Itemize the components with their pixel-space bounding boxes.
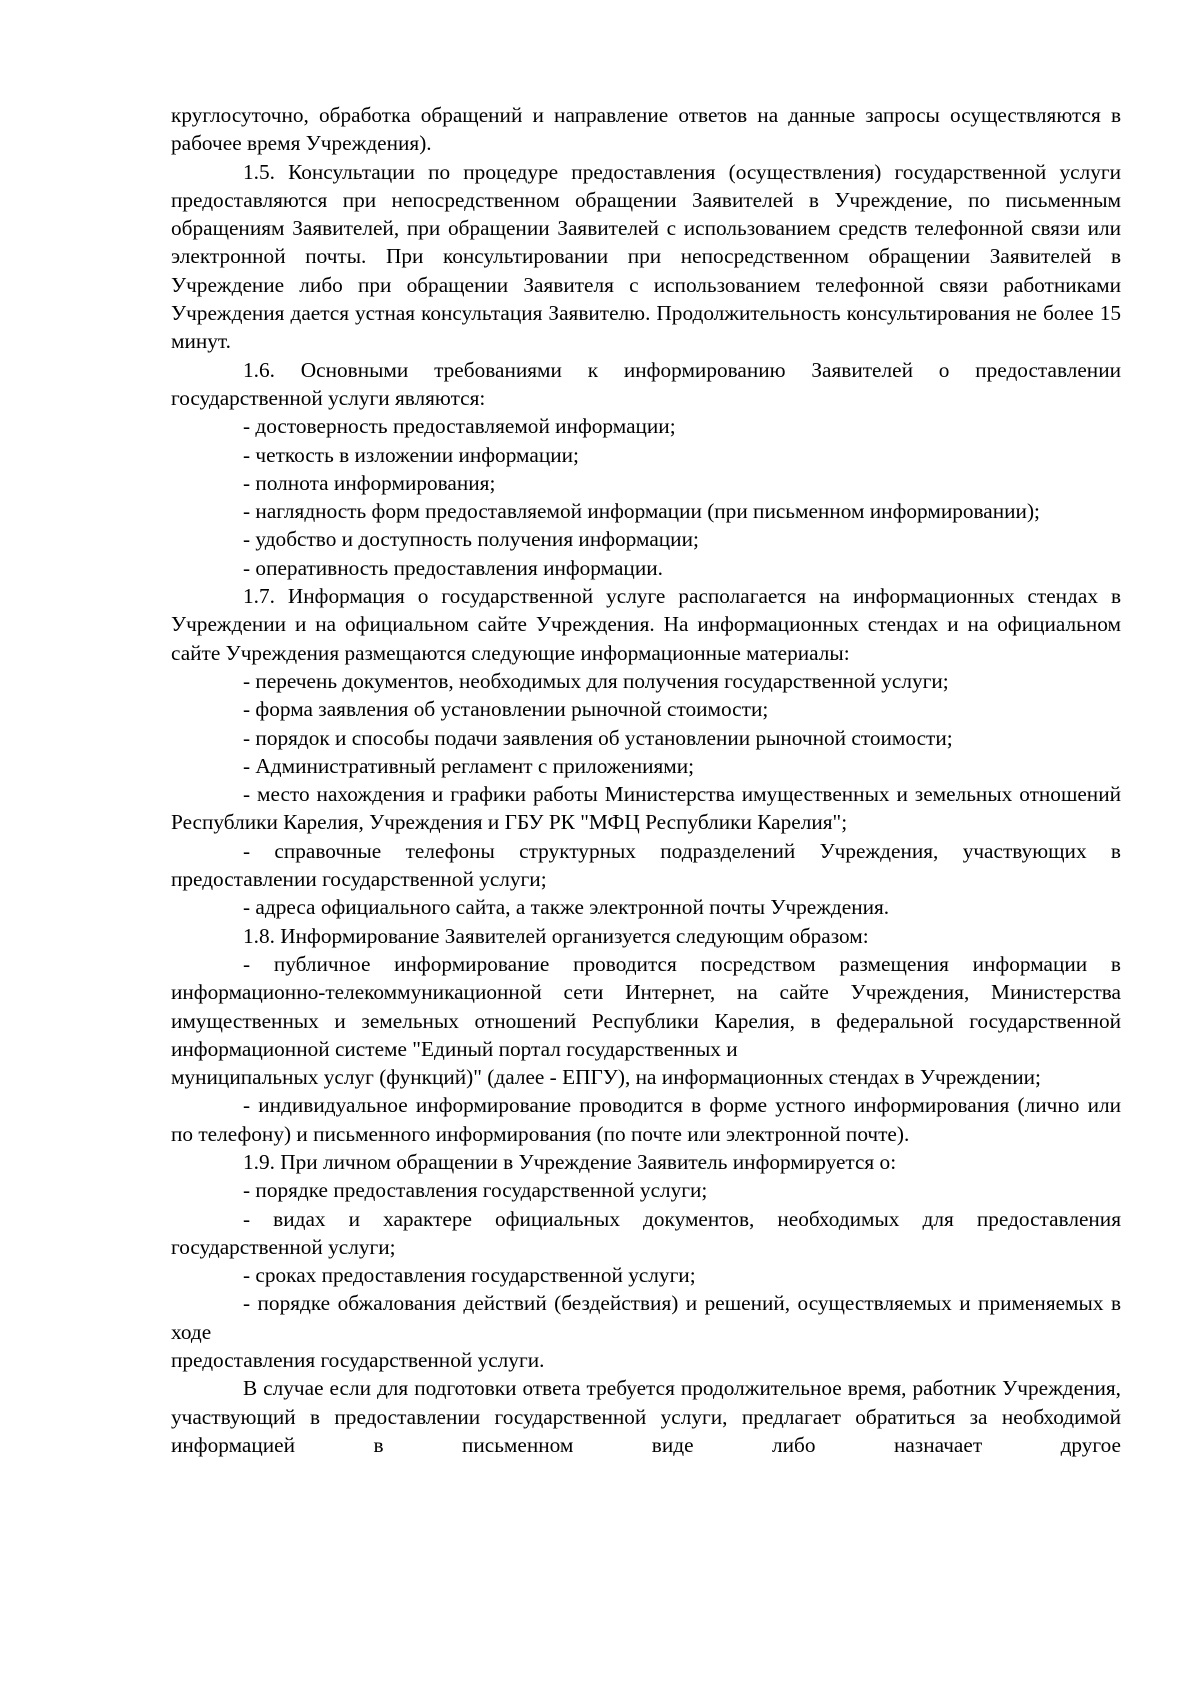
paragraph-1-5: 1.5. Консультации по процедуре предоставления (осуществления) государственной услуги предоставляются при непосредственном обращении Заявителей в Учреждение, по письменным обращениям Заявителей, при обращении Заявителей с использованием средств телефонной связи или электронной почты. При консультировании при непосредственном обращении Заявителей в Учреждение либо при обращении Заявителя с использованием телефонной связи работниками Учреждения дается устная консультация Заявителю. Продолжительность консультирования не более 15 минут.: [171, 159, 1121, 354]
paragraph-1-6: 1.6. Основными требованиями к информированию Заявителей о предоставлении государственной услуги являются:: [171, 357, 1121, 410]
list-item: - адреса официального сайта, а также электронной почты Учреждения.: [243, 895, 890, 920]
paragraph-continuation: круглосуточно, обработка обращений и направление ответов на данные запросы осуществляются в рабочее время Учреждения).: [171, 103, 1121, 156]
list-item: - порядке предоставления государственной услуги;: [243, 1178, 708, 1203]
list-item: - оперативность предоставления информации.: [243, 555, 663, 580]
document-page: [171, 101, 1121, 1459]
list-item: - полнота информирования;: [243, 470, 496, 495]
list-item: - форма заявления об установлении рыночной стоимости;: [243, 697, 769, 722]
list-item: - порядок и способы подачи заявления об установлении рыночной стоимости;: [243, 725, 953, 750]
list-item-continuation: предоставления государственной услуги.: [171, 1348, 545, 1373]
paragraph-closing: В случае если для подготовки ответа требуется продолжительное время, работник Учреждения, участвующий в предоставлении государственной услуги, предлагает обратиться за необходимой информацией в письменном виде либо назначает другое: [171, 1376, 1121, 1457]
list-item: - индивидуальное информирование проводится в форме устного информирования (лично или по телефону) и письменного информирования (по почте или электронной почте).: [171, 1093, 1121, 1146]
list-item: - место нахождения и графики работы Министерства имущественных и земельных отношений Республики Карелия, Учреждения и ГБУ РК "МФЦ Республики Карелия";: [171, 782, 1121, 835]
list-item: - перечень документов, необходимых для получения государственной услуги;: [243, 668, 949, 693]
list-item: - видах и характере официальных документов, необходимых для предоставления государственной услуги;: [171, 1206, 1121, 1259]
list-item: - справочные телефоны структурных подразделений Учреждения, участвующих в предоставлении государственной услуги;: [171, 838, 1121, 892]
list-item-continuation: муниципальных услуг (функций)" (далее - ЕПГУ), на информационных стендах в Учреждении;: [171, 1065, 1041, 1090]
list-item: - сроках предоставления государственной услуги;: [243, 1263, 696, 1288]
list-item: - четкость в изложении информации;: [243, 442, 579, 467]
paragraph-1-8: 1.8. Информирование Заявителей организуется следующим образом:: [243, 923, 869, 948]
list-item: - удобство и доступность получения информации;: [243, 527, 699, 552]
list-item: - публичное информирование проводится посредством размещения информации в информационно-телекоммуникационной сети Интернет, на сайте Учреждения, Министерства имущественных и земельных отношений Республики Карелия, в федеральной государственной информационной системе "Единый портал государственных и: [171, 951, 1121, 1061]
list-item: - Административный регламент с приложениями;: [243, 753, 695, 778]
paragraph-1-7: 1.7. Информация о государственной услуге располагается на информационных стендах в Учреждении и на официальном сайте Учреждения. На информационных стендах и на официальном сайте Учреждения размещаются следующие информационные материалы:: [171, 584, 1121, 665]
list-item: - порядке обжалования действий (бездействия) и решений, осуществляемых и применяемых в ходе: [171, 1291, 1121, 1344]
list-item: - достоверность предоставляемой информации;: [243, 414, 676, 439]
list-item: - наглядность форм предоставляемой информации (при письменном информировании);: [243, 499, 1040, 524]
paragraph-1-9: 1.9. При личном обращении в Учреждение Заявитель информируется о:: [243, 1149, 897, 1174]
